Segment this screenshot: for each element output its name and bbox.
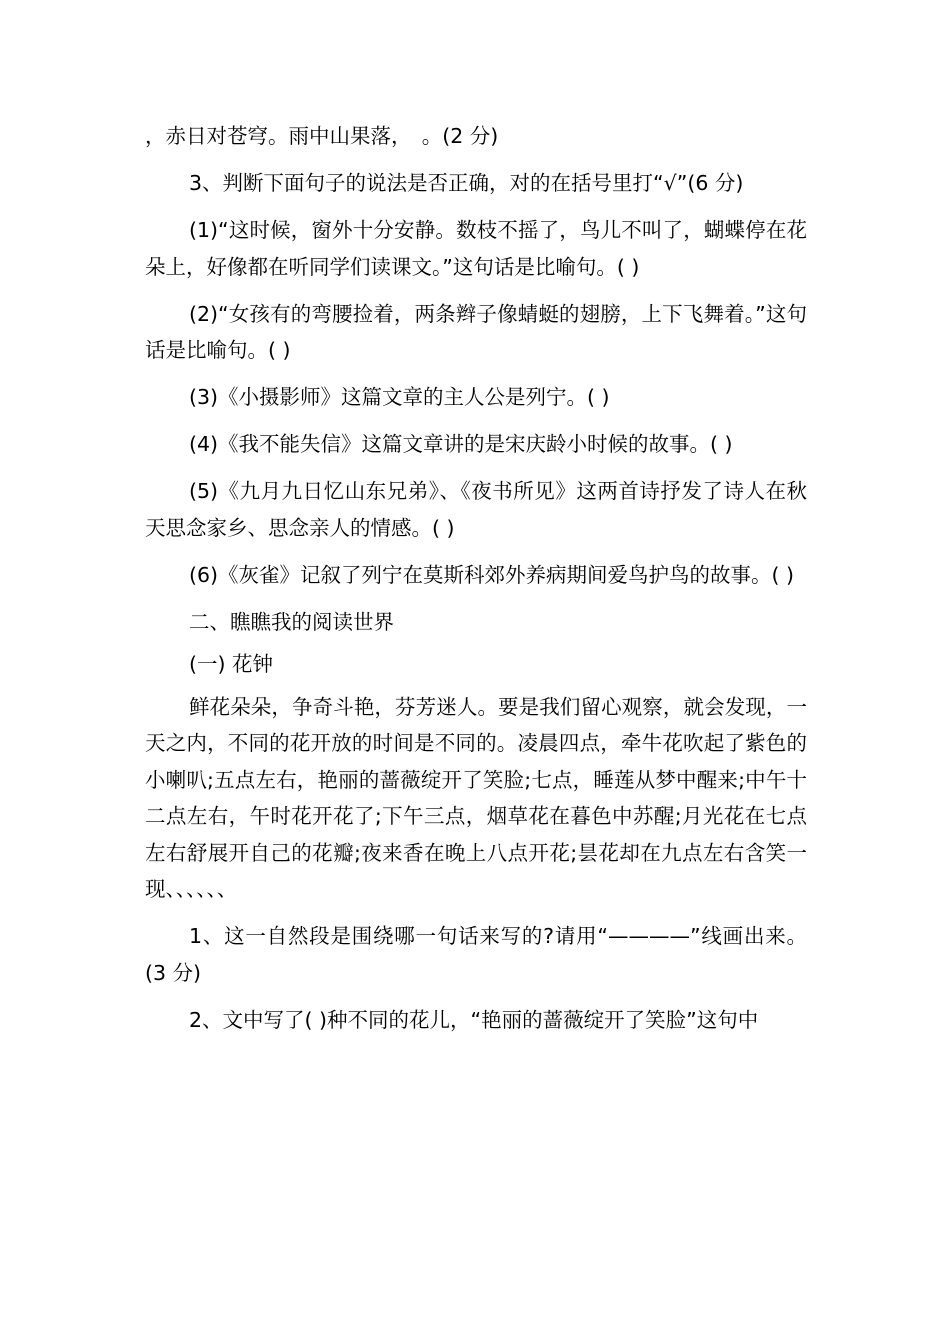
judgement-item-3: (3)《小摄影师》这篇文章的主人公是列宁。( ) [189, 385, 610, 409]
question-3-instruction: 3、判断下面句子的说法是否正确，对的在括号里打“√”(6 分) [189, 171, 744, 195]
section-heading-reading: 二、瞧瞧我的阅读世界 [189, 609, 394, 634]
judgement-item-5: (5)《九月九日忆山东兄弟》、《夜书所见》这两首诗抒发了诗人在秋天思念家乡、思念亲人的情感。( ) [145, 479, 807, 540]
judgement-item-6: (6)《灰雀》记叙了列宁在莫斯科郊外养病期间爱鸟护鸟的故事。( ) [189, 562, 795, 587]
judgement-item-4: (4)《我不能失信》这篇文章讲的是宋庆龄小时候的故事。( ) [189, 432, 733, 456]
document-body [145, 118, 807, 1049]
reading-question-2: 2、文中写了( )种不同的花儿，“艳丽的蔷薇绽开了笑脸”这句中 [189, 1007, 759, 1032]
judgement-item-2: (2)“女孩有的弯腰捡着，两条辫子像蜻蜓的翅膀，上下飞舞着。”这句话是比喻句。( ) [145, 301, 807, 362]
passage-body: 鲜花朵朵，争奇斗艳，芬芳迷人。要是我们留心观察，就会发现，一天之内，不同的花开放的时间是不同的。凌晨四点，牵牛花吹起了紫色的小喇叭;五点左右，艳丽的蔷薇绽开了笑脸;七点，睡莲从梦中醒来;中午十二点左右，午时花开花了;下午三点，烟草花在暮色中苏醒;月光花在七点左右舒展开自己的花瓣;夜来香在晚上八点开花;昙花却在九点左右含笑一现、、、、、、 [145, 694, 807, 901]
reading-question-1: 1、这一自然段是围绕哪一句话来写的?请用“————”线画出来。(3 分) [145, 924, 807, 985]
poem-line-fragment: ，赤日对苍穹。雨中山果落， 。(2 分) [145, 124, 499, 148]
judgement-item-1: (1)“这时候，窗外十分安静。数枝不摇了，鸟儿不叫了，蝴蝶停在花朵上，好像都在听同学们读课文。”这句话是比喻句。( ) [145, 218, 807, 279]
passage-title: (一) 花钟 [189, 652, 274, 676]
